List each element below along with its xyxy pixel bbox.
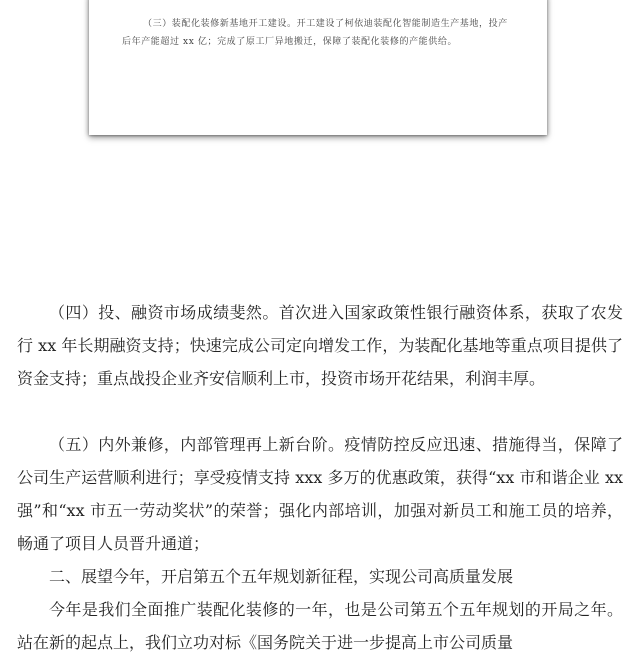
thumbnail-paragraph: （三）装配化装修新基地开工建设。开工建设了柯依迪装配化智能制造生产基地，投产后年产能超过 xx 亿；完成了原工厂异地搬迁，保障了装配化装修的产能供给。 — [122, 19, 508, 47]
paragraph-outlook-intro: 今年是我们全面推广装配化装修的一年，也是公司第五个五年规划的开局之年。站在新的起点上，我们立功对标《国务院关于进一步提高上市公司质量 — [17, 600, 623, 652]
section-heading-outlook: 二、展望今年，开启第五个五年规划新征程，实现公司高质量发展 — [49, 567, 514, 586]
paragraph-internal-management: （五）内外兼修，内部管理再上新台阶。疫情防控反应迅速、措施得当，保障了公司生产运营顺利进行；享受疫情支持 xxx 多万的优惠政策，获得“xx 市和谐企业 xx 强”和“xx 市五一劳动奖状”的荣誉；强化内部培训，加强对新员工和施工员的培养，畅通了项目人员晋升通道； — [17, 435, 623, 553]
paragraph-investment: （四）投、融资市场成绩斐然。首次进入国家政策性银行融资体系，获取了农发行 xx 年长期融资支持；快速完成公司定向增发工作，为装配化基地等重点项目提供了资金支持；重点战投企业齐安信顺利上市，投资市场开花结果，利润丰厚。 — [17, 303, 623, 388]
